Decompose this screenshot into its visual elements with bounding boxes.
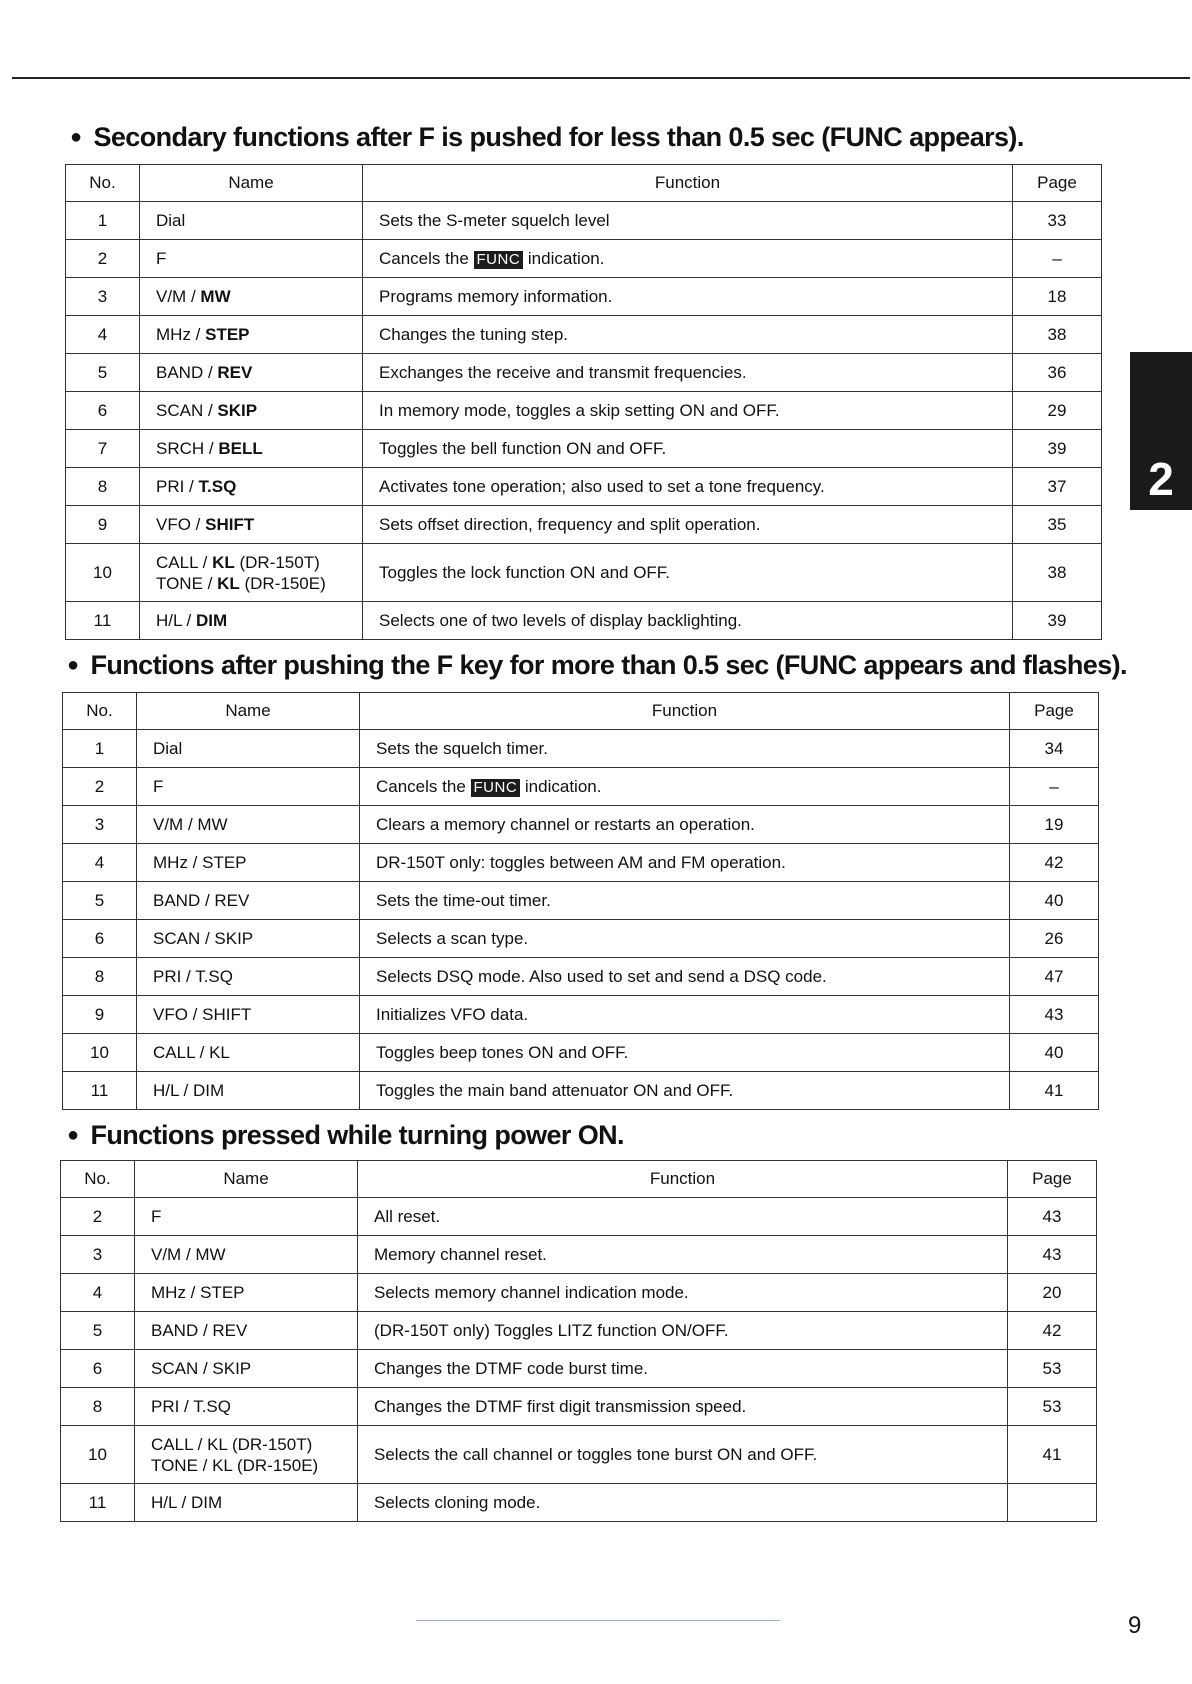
chapter-tab: 2 (1130, 352, 1192, 510)
col-header-no: No. (61, 1161, 135, 1198)
row-function: Activates tone operation; also used to set a tone frequency. (363, 468, 1013, 506)
row-no: 11 (63, 1072, 137, 1110)
row-no: 10 (66, 544, 140, 602)
heading-text: Secondary functions after F is pushed for less than 0.5 sec (FUNC appears). (93, 122, 1024, 152)
row-page: 47 (1010, 958, 1099, 996)
row-name: PRI / T.SQ (137, 958, 360, 996)
row-page: 42 (1008, 1312, 1097, 1350)
row-no: 4 (66, 316, 140, 354)
col-header-page: Page (1013, 165, 1102, 202)
row-no: 8 (66, 468, 140, 506)
row-no: 2 (63, 768, 137, 806)
row-function: Sets offset direction, frequency and split operation. (363, 506, 1013, 544)
row-function: Selects memory channel indication mode. (358, 1274, 1008, 1312)
row-function: Initializes VFO data. (360, 996, 1010, 1034)
table-row (61, 1426, 1097, 1484)
col-header-function: Function (360, 693, 1010, 730)
table-header-row (61, 1161, 1097, 1198)
row-no: 11 (66, 602, 140, 640)
table-row (66, 240, 1102, 278)
table-row (61, 1350, 1097, 1388)
row-page: – (1010, 768, 1099, 806)
row-name: SCAN / SKIP (137, 920, 360, 958)
row-page: 33 (1013, 202, 1102, 240)
col-header-page: Page (1008, 1161, 1097, 1198)
row-name: PRI / T.SQ (135, 1388, 358, 1426)
row-page: 53 (1008, 1388, 1097, 1426)
row-name: MHz / STEP (135, 1274, 358, 1312)
table-row (61, 1312, 1097, 1350)
table-row (63, 1072, 1099, 1110)
row-name: Dial (137, 730, 360, 768)
row-function: Selects the call channel or toggles tone burst ON and OFF. (358, 1426, 1008, 1484)
row-page: 29 (1013, 392, 1102, 430)
section-heading-secondary-functions (70, 122, 1024, 153)
col-header-name: Name (135, 1161, 358, 1198)
row-name: PRI / T.SQ (140, 468, 363, 506)
row-name: V/M / MW (135, 1236, 358, 1274)
table-row (66, 506, 1102, 544)
row-page: 26 (1010, 920, 1099, 958)
row-page: 37 (1013, 468, 1102, 506)
page-number: 9 (1128, 1612, 1142, 1639)
row-no: 6 (61, 1350, 135, 1388)
table-row (63, 806, 1099, 844)
row-page: 19 (1010, 806, 1099, 844)
row-page: 20 (1008, 1274, 1097, 1312)
row-function: Cancels the FUNC indication. (363, 240, 1013, 278)
row-name: F (135, 1198, 358, 1236)
row-function: All reset. (358, 1198, 1008, 1236)
table-row (66, 202, 1102, 240)
row-function: Sets the squelch timer. (360, 730, 1010, 768)
row-no: 8 (61, 1388, 135, 1426)
row-function: Toggles the lock function ON and OFF. (363, 544, 1013, 602)
row-page: 40 (1010, 1034, 1099, 1072)
row-page: 35 (1013, 506, 1102, 544)
row-function: Cancels the FUNC indication. (360, 768, 1010, 806)
table-row (66, 602, 1102, 640)
row-no: 1 (66, 202, 140, 240)
row-name: Dial (140, 202, 363, 240)
row-no: 2 (66, 240, 140, 278)
row-name: SRCH / BELL (140, 430, 363, 468)
heading-text: Functions after pushing the F key for more than 0.5 sec (FUNC appears and flashes). (90, 650, 1127, 680)
top-rule (12, 77, 1190, 79)
func-indicator-badge: FUNC (474, 251, 524, 269)
row-name: VFO / SHIFT (140, 506, 363, 544)
row-page: 34 (1010, 730, 1099, 768)
row-name: BAND / REV (140, 354, 363, 392)
row-name-line-2: TONE / KL (DR-150E) (151, 1455, 319, 1475)
table-row (66, 544, 1102, 602)
row-name: CALL / KL (137, 1034, 360, 1072)
row-function: Changes the DTMF code burst time. (358, 1350, 1008, 1388)
row-no: 2 (61, 1198, 135, 1236)
row-name: MHz / STEP (140, 316, 363, 354)
row-no: 6 (66, 392, 140, 430)
power-on-functions-table (60, 1160, 1097, 1522)
row-function: Sets the time-out timer. (360, 882, 1010, 920)
row-no: 10 (63, 1034, 137, 1072)
col-header-no: No. (66, 165, 140, 202)
long-press-functions-table (62, 692, 1099, 1110)
row-no: 5 (61, 1312, 135, 1350)
section-heading-long-press-functions (67, 650, 1127, 681)
row-page: 38 (1013, 544, 1102, 602)
table-row (63, 920, 1099, 958)
row-function: Selects DSQ mode. Also used to set and send a DSQ code. (360, 958, 1010, 996)
col-header-function: Function (363, 165, 1013, 202)
row-name: H/L / DIM (135, 1484, 358, 1522)
table-row (63, 958, 1099, 996)
row-function: Toggles beep tones ON and OFF. (360, 1034, 1010, 1072)
row-name: SCAN / SKIP (135, 1350, 358, 1388)
col-header-page: Page (1010, 693, 1099, 730)
row-page: 43 (1010, 996, 1099, 1034)
table-row (63, 768, 1099, 806)
row-name: F (140, 240, 363, 278)
row-function: In memory mode, toggles a skip setting ON and OFF. (363, 392, 1013, 430)
bullet-icon: ● (70, 126, 82, 148)
table-row (61, 1274, 1097, 1312)
row-no: 9 (63, 996, 137, 1034)
row-page: 42 (1010, 844, 1099, 882)
row-no: 11 (61, 1484, 135, 1522)
row-page: 41 (1010, 1072, 1099, 1110)
row-no: 5 (66, 354, 140, 392)
table-row (63, 882, 1099, 920)
row-name: V/M / MW (137, 806, 360, 844)
row-function: Toggles the bell function ON and OFF. (363, 430, 1013, 468)
table-row (63, 1034, 1099, 1072)
bottom-rule (416, 1620, 780, 1621)
col-header-name: Name (137, 693, 360, 730)
bullet-icon: ● (67, 1124, 79, 1146)
row-name: F (137, 768, 360, 806)
row-name-line-1: CALL / KL (DR-150T) (151, 1434, 313, 1454)
row-function: DR-150T only: toggles between AM and FM operation. (360, 844, 1010, 882)
table-row (63, 730, 1099, 768)
row-name: VFO / SHIFT (137, 996, 360, 1034)
table-row (61, 1236, 1097, 1274)
row-function: Toggles the main band attenuator ON and OFF. (360, 1072, 1010, 1110)
row-name: MHz / STEP (137, 844, 360, 882)
row-name: H/L / DIM (140, 602, 363, 640)
table-row (66, 278, 1102, 316)
table-row (66, 392, 1102, 430)
row-name: BAND / REV (137, 882, 360, 920)
row-no: 7 (66, 430, 140, 468)
row-name: SCAN / SKIP (140, 392, 363, 430)
row-function: Programs memory information. (363, 278, 1013, 316)
row-name (135, 1426, 358, 1484)
row-page: – (1013, 240, 1102, 278)
table-row (63, 844, 1099, 882)
secondary-functions-table (65, 164, 1102, 640)
row-function: Exchanges the receive and transmit frequencies. (363, 354, 1013, 392)
row-no: 9 (66, 506, 140, 544)
row-no: 1 (63, 730, 137, 768)
row-page: 40 (1010, 882, 1099, 920)
table-header-row (63, 693, 1099, 730)
row-no: 4 (63, 844, 137, 882)
row-function: Selects cloning mode. (358, 1484, 1008, 1522)
col-header-name: Name (140, 165, 363, 202)
row-page: 18 (1013, 278, 1102, 316)
row-no: 6 (63, 920, 137, 958)
row-page: 53 (1008, 1350, 1097, 1388)
row-function: Changes the DTMF first digit transmission speed. (358, 1388, 1008, 1426)
row-no: 4 (61, 1274, 135, 1312)
table-row (63, 996, 1099, 1034)
table-row (66, 430, 1102, 468)
heading-text: Functions pressed while turning power ON. (90, 1120, 624, 1150)
table-row (66, 354, 1102, 392)
section-heading-power-on-functions (67, 1120, 624, 1151)
row-page (1008, 1484, 1097, 1522)
row-name: H/L / DIM (137, 1072, 360, 1110)
col-header-function: Function (358, 1161, 1008, 1198)
func-indicator-badge: FUNC (471, 779, 521, 797)
table-row (61, 1388, 1097, 1426)
bullet-icon: ● (67, 654, 79, 676)
row-function: (DR-150T only) Toggles LITZ function ON/OFF. (358, 1312, 1008, 1350)
row-page: 38 (1013, 316, 1102, 354)
table-header-row (66, 165, 1102, 202)
row-page: 36 (1013, 354, 1102, 392)
row-no: 3 (61, 1236, 135, 1274)
row-no: 3 (63, 806, 137, 844)
row-page: 39 (1013, 602, 1102, 640)
row-function: Selects a scan type. (360, 920, 1010, 958)
row-page: 43 (1008, 1198, 1097, 1236)
table-row (66, 468, 1102, 506)
table-row (61, 1484, 1097, 1522)
row-function: Sets the S-meter squelch level (363, 202, 1013, 240)
row-page: 39 (1013, 430, 1102, 468)
row-name: V/M / MW (140, 278, 363, 316)
table-row (66, 316, 1102, 354)
table-row (61, 1198, 1097, 1236)
row-no: 8 (63, 958, 137, 996)
row-function: Memory channel reset. (358, 1236, 1008, 1274)
row-page: 41 (1008, 1426, 1097, 1484)
row-page: 43 (1008, 1236, 1097, 1274)
row-no: 10 (61, 1426, 135, 1484)
row-no: 5 (63, 882, 137, 920)
row-name: CALL / KL (DR-150T) TONE / KL (DR-150E) (140, 544, 363, 602)
row-function: Clears a memory channel or restarts an operation. (360, 806, 1010, 844)
row-no: 3 (66, 278, 140, 316)
row-function: Selects one of two levels of display backlighting. (363, 602, 1013, 640)
row-name: BAND / REV (135, 1312, 358, 1350)
col-header-no: No. (63, 693, 137, 730)
row-function: Changes the tuning step. (363, 316, 1013, 354)
